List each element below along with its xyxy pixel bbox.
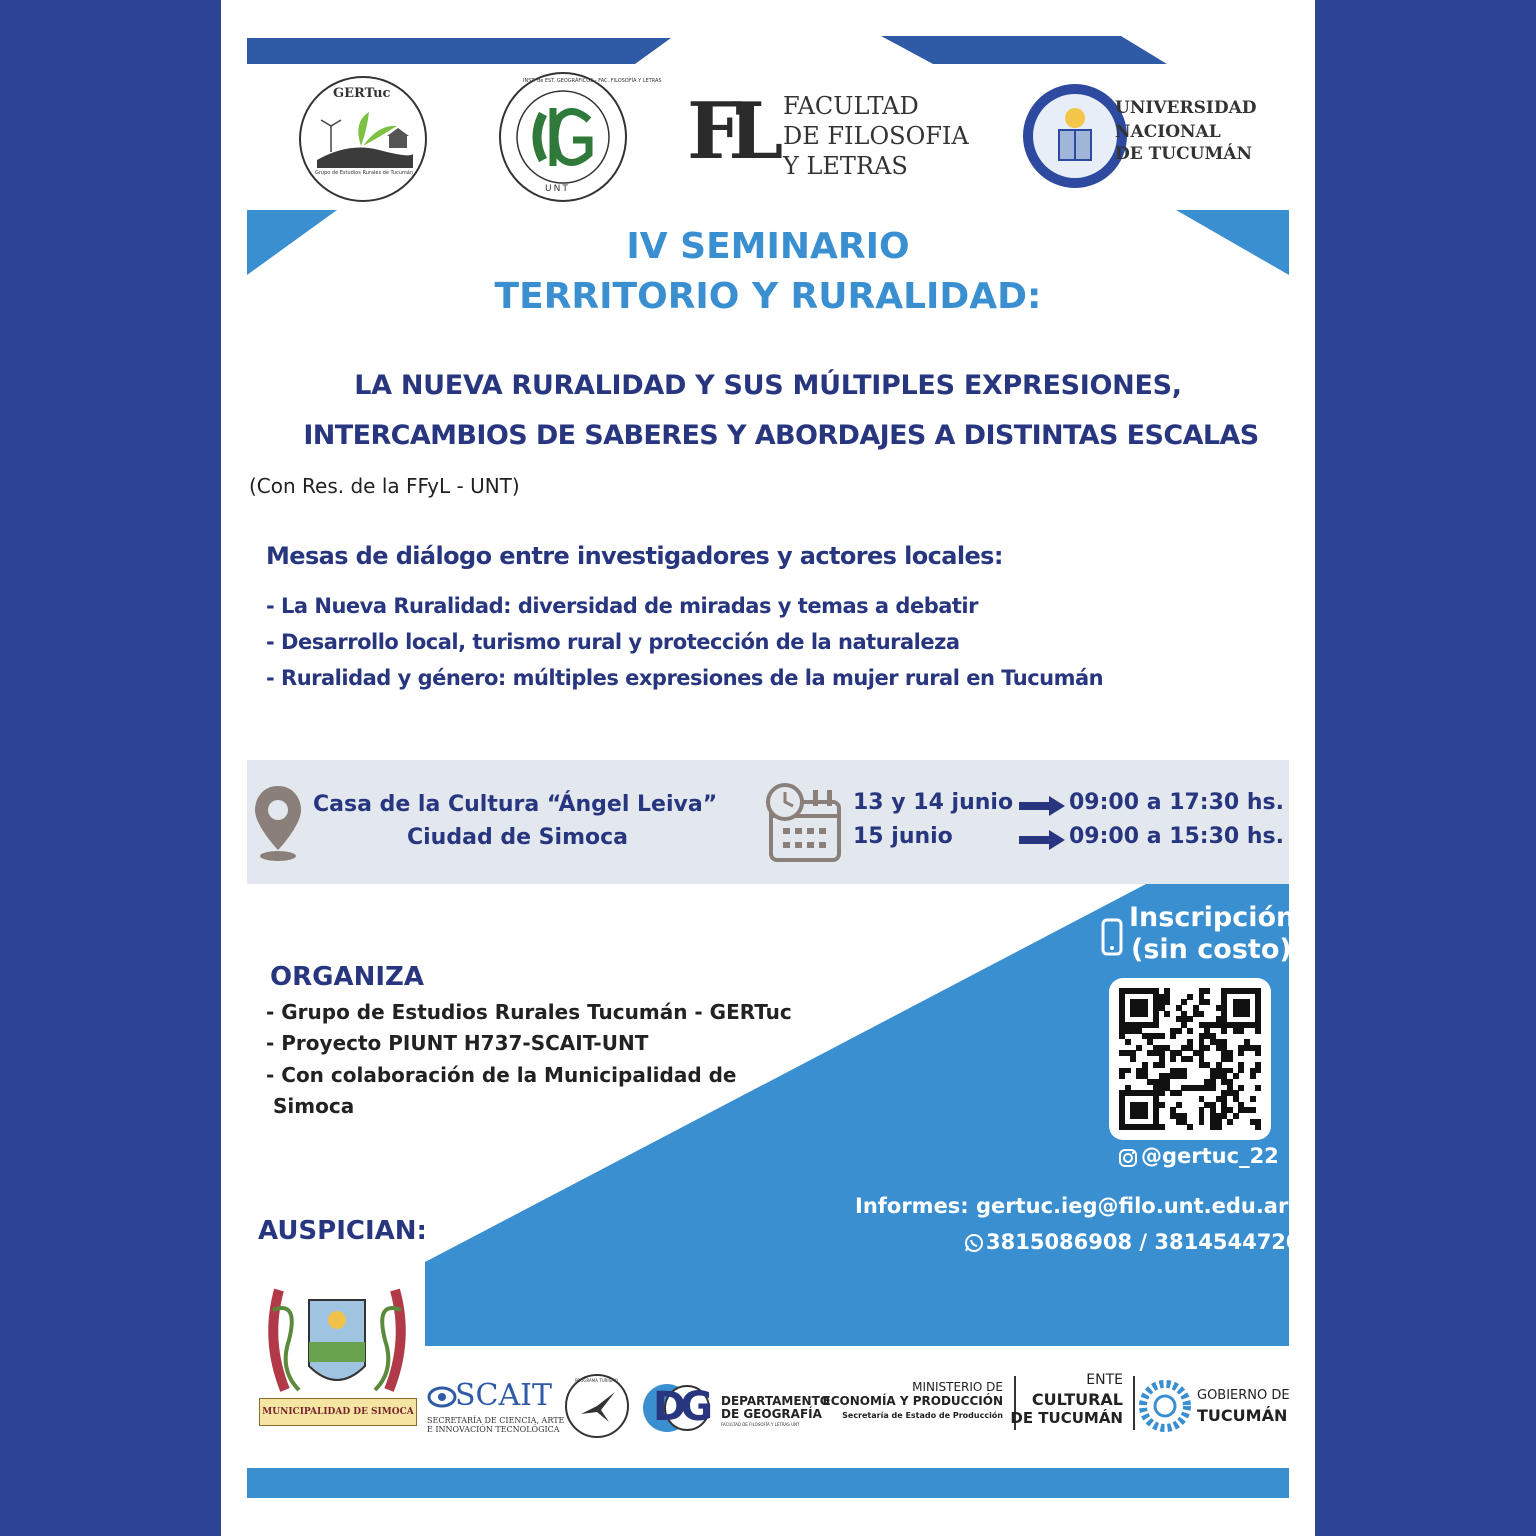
programa-turismo-logo	[565, 1374, 629, 1438]
unt-logo-line1: UNIVERSIDAD	[1115, 98, 1257, 118]
qr-module	[1255, 1068, 1261, 1074]
qr-module	[1244, 1011, 1250, 1017]
unt-logo	[1021, 82, 1257, 194]
depto-line1: DEPARTAMENTO	[721, 1394, 830, 1408]
venue-line1: Casa de la Cultura “Ángel Leiva”	[313, 792, 718, 817]
organiza-item: - Con colaboración de la Municipalidad de	[266, 1063, 737, 1087]
qr-module	[1216, 1124, 1222, 1130]
simoca-coat-of-arms	[259, 1270, 415, 1438]
schedule-days: 13 y 14 junio	[853, 790, 1014, 815]
gobierno-tucuman-logo	[1139, 1380, 1289, 1436]
gertuc-logo-caption: Grupo de Estudios Rurales de Tucumán	[315, 170, 413, 176]
scait-eye-icon	[427, 1382, 457, 1412]
inscripcion-line1: Inscripción	[1129, 902, 1296, 933]
qr-module	[1250, 1096, 1256, 1102]
unt-logo-line2: NACIONAL	[1115, 122, 1221, 142]
ffyl-logo	[687, 86, 969, 184]
qr-module	[1181, 1073, 1187, 1079]
qr-module	[1181, 999, 1187, 1005]
ffyl-logo-line2: DE FILOSOFIA	[783, 122, 969, 150]
qr-module	[1176, 1102, 1182, 1108]
qr-module	[1125, 1068, 1131, 1074]
qr-module	[1255, 1124, 1261, 1130]
bird-icon	[575, 1384, 619, 1428]
qr-module	[1227, 1056, 1233, 1062]
qr-module	[1204, 999, 1210, 1005]
seminar-title-line2: TERRITORIO Y RURALIDAD:	[494, 276, 1042, 317]
informes-email[interactable]: gertuc.ieg@filo.unt.edu.ar	[976, 1194, 1289, 1218]
schedule-hours: 09:00 a 17:30 hs.	[1069, 790, 1284, 815]
qr-module	[1233, 1113, 1239, 1119]
qr-module	[1227, 1119, 1233, 1125]
schedule-hours: 09:00 a 15:30 hs.	[1069, 824, 1284, 849]
qr-module	[1255, 1028, 1261, 1034]
qr-module	[1159, 1033, 1165, 1039]
qr-module	[1119, 1073, 1125, 1079]
mesas-heading: Mesas de diálogo entre investigadores y actores locales:	[266, 542, 1003, 570]
qr-module	[1238, 1028, 1244, 1034]
qr-module	[1250, 1073, 1256, 1079]
registration-qr-code[interactable]	[1109, 978, 1271, 1140]
ministerio-line1: MINISTERIO DE	[912, 1380, 1003, 1394]
seminar-subtitle-line2: INTERCAMBIOS DE SABERES Y ABORDAJES A DISTINTAS ESCALAS	[303, 420, 1259, 451]
qr-module	[1170, 1033, 1176, 1039]
whatsapp-icon	[964, 1233, 984, 1253]
simoca-banner: MUNICIPALIDAD DE SIMOCA	[259, 1398, 417, 1426]
informes-phones[interactable]: 3815086908 / 3814544720	[986, 1230, 1301, 1254]
ffyl-logo-line3: Y LETRAS	[783, 152, 908, 180]
ente-cultural-logo	[1010, 1372, 1123, 1430]
footer-stripe	[247, 1468, 1289, 1498]
depto-line2: DE GEOGRAFÍA	[721, 1407, 822, 1421]
qr-module	[1187, 1016, 1193, 1022]
scait-logo-name: SCAIT	[455, 1378, 553, 1413]
qr-module	[1159, 1124, 1165, 1130]
ministerio-line3: Secretaría de Estado de Producción	[842, 1411, 1003, 1420]
qr-module	[1159, 1090, 1165, 1096]
qr-module	[1187, 1028, 1193, 1034]
dg-mark: DG	[653, 1384, 708, 1430]
qr-pattern	[1119, 988, 1261, 1130]
qr-module	[1255, 1050, 1261, 1056]
inscripcion-line2: (sin costo)	[1131, 934, 1292, 965]
instagram-handle[interactable]: @gertuc_22	[1141, 1144, 1279, 1168]
ente-line1: ENTE	[1086, 1372, 1123, 1388]
qr-module	[1130, 1056, 1136, 1062]
qr-module	[1125, 1039, 1131, 1045]
ministerio-logo	[822, 1380, 1003, 1430]
gertuc-landscape-icon	[309, 102, 419, 168]
seminar-subtitle-line1: LA NUEVA RURALIDAD Y SUS MÚLTIPLES EXPRESIONES,	[354, 370, 1182, 401]
calendar-clock-icon	[761, 780, 843, 864]
organiza-item: - Grupo de Estudios Rurales Tucumán - GERTuc	[266, 1000, 792, 1024]
ieg-logo	[499, 72, 662, 202]
qr-module	[1204, 988, 1210, 994]
qr-module	[1142, 1113, 1148, 1119]
qr-module	[1164, 1011, 1170, 1017]
sponsor-divider	[1133, 1376, 1135, 1430]
informes-label: Informes:	[855, 1194, 969, 1218]
qr-module	[1233, 1073, 1239, 1079]
qr-module	[1164, 999, 1170, 1005]
qr-module	[1199, 1011, 1205, 1017]
gobierno-line1: GOBIERNO DE	[1197, 1388, 1290, 1403]
ente-line2: CULTURAL	[1031, 1390, 1123, 1409]
info-band	[247, 760, 1289, 884]
qr-module	[1187, 994, 1193, 1000]
qr-module	[1187, 1124, 1193, 1130]
qr-module	[1210, 1085, 1216, 1091]
qr-module	[1170, 1056, 1176, 1062]
qr-module	[1238, 1050, 1244, 1056]
ieg-logo-ring-text: INST. de EST. GEOGRÁFICOS - FAC. FILOSOFÍA Y LETRAS	[523, 78, 662, 84]
ieg-emblem-icon	[501, 74, 625, 200]
qr-module	[1159, 1102, 1165, 1108]
programa-turismo-text: PROGRAMA TURISMO	[575, 1378, 618, 1383]
qr-module	[1238, 1068, 1244, 1074]
qr-module	[1176, 1090, 1182, 1096]
seminar-title-line1: IV SEMINARIO	[626, 226, 910, 267]
qr-module	[1153, 1022, 1159, 1028]
venue-line2: Ciudad de Simoca	[407, 825, 628, 850]
resolution-note: (Con Res. de la FFyL - UNT)	[249, 474, 520, 498]
qr-module	[1221, 1028, 1227, 1034]
depto-line3: FACULTAD DE FILOSOFÍA Y LETRAS UNT	[721, 1422, 800, 1427]
arrow-right-icon	[1019, 830, 1065, 850]
gertuc-logo-title: GERTuc	[333, 86, 391, 101]
gobierno-line2: TUCUMÁN	[1197, 1406, 1288, 1425]
scait-logo	[427, 1378, 565, 1436]
ministerio-line2: ECONOMÍA Y PRODUCCIÓN	[822, 1394, 1003, 1408]
organiza-item: Simoca	[273, 1094, 355, 1118]
qr-module	[1159, 1062, 1165, 1068]
gertuc-logo	[299, 76, 427, 202]
qr-module	[1142, 1011, 1148, 1017]
qr-module	[1176, 1028, 1182, 1034]
qr-module	[1250, 1107, 1256, 1113]
mesas-item: - Desarrollo local, turismo rural y protección de la naturaleza	[266, 630, 960, 654]
unt-logo-line3: DE TUCUMÁN	[1115, 144, 1252, 164]
instagram-icon	[1118, 1148, 1138, 1168]
qr-module	[1136, 1045, 1142, 1051]
auspician-heading: AUSPICIAN:	[258, 1216, 427, 1246]
flyer-sheet	[221, 0, 1315, 1536]
qr-module	[1255, 1085, 1261, 1091]
mesas-item: - La Nueva Ruralidad: diversidad de miradas y temas a debatir	[266, 594, 978, 618]
sun-emblem-icon	[1139, 1380, 1191, 1432]
mobile-phone-icon	[1101, 918, 1123, 958]
arrow-right-icon	[1019, 796, 1065, 816]
ente-line3: DE TUCUMÁN	[1010, 1409, 1123, 1427]
qr-module	[1238, 1085, 1244, 1091]
qr-module	[1204, 1045, 1210, 1051]
ffyl-logo-line1: FACULTAD	[783, 92, 919, 120]
location-pin-icon	[251, 782, 305, 864]
qr-module	[1187, 1056, 1193, 1062]
ieg-logo-bottom: UNT	[545, 184, 570, 194]
qr-module	[1199, 1119, 1205, 1125]
ffyl-logo-mark: FL	[687, 86, 770, 177]
schedule-days: 15 junio	[853, 824, 953, 849]
scait-logo-line1: SECRETARÍA DE CIENCIA, ARTE	[427, 1416, 565, 1425]
organiza-item: - Proyecto PIUNT H737-SCAIT-UNT	[266, 1031, 649, 1055]
organiza-heading: ORGANIZA	[270, 962, 424, 992]
mesas-item: - Ruralidad y género: múltiples expresiones de la mujer rural en Tucumán	[266, 666, 1104, 690]
depto-geografia-logo	[641, 1380, 830, 1438]
scait-logo-line2: E INNOVACIÓN TECNOLÓGICA	[427, 1425, 560, 1434]
